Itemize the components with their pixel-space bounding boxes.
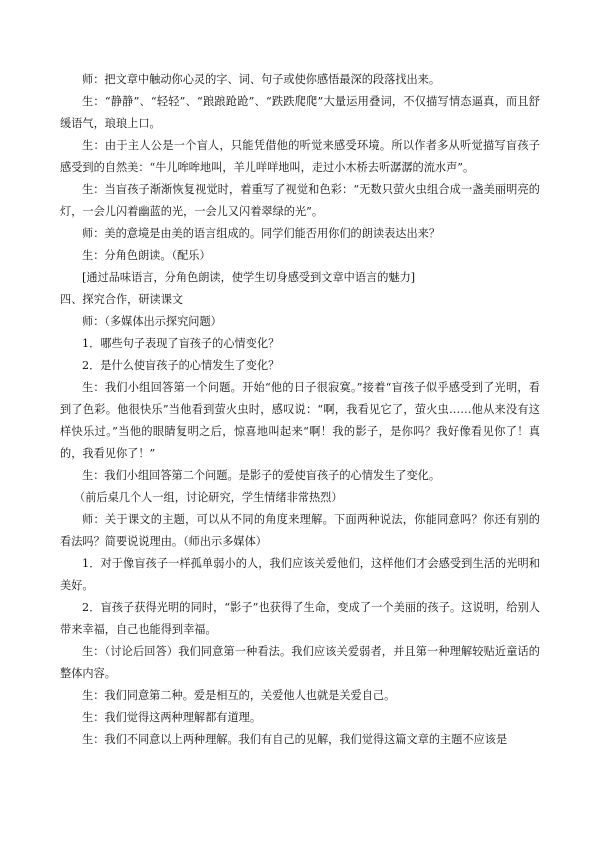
theme-view-1: 1．对于像盲孩子一样孤单弱小的人，我们应该关爱他们，这样他们才会感受到生活的光明和美好。: [60, 557, 540, 592]
document-body: [60, 69, 540, 751]
classroom-note-group-discussion: （前后桌几个人一组，讨论研究，学生情绪非常热烈）: [74, 491, 343, 504]
question-item-2: 2．是什么使盲孩子的心情发生了变化？: [82, 359, 280, 372]
design-note-language-charm: [通过品味语言，分角色朗读，使学生切身感受到文章中语言的魅力]: [82, 271, 416, 284]
student-agree-first-view: 生：（讨论后回答）我们同意第一种看法。我们应该关爱弱者，并且第一种理解较贴近童话的整体内容。: [60, 645, 540, 680]
student-line-hearing-description: 生：由于主人公是一个盲人，只能凭借他的听觉来感受环境。所以作者多从听觉描写盲孩子感受到的自然美：“牛儿哞哞地叫，羊儿咩咩地叫，走过小木桥去听潺潺的流水声”。: [60, 139, 540, 174]
question-item-1: 1．哪些句子表现了盲孩子的心情变化？: [82, 337, 280, 350]
teacher-line-show-questions: 师：（多媒体出示探究问题）: [82, 315, 222, 328]
teacher-line-read-aloud: 师：美的意境是由美的语言组成的。同学们能否用你们的朗读表达出来？: [82, 227, 441, 240]
student-disagree-both-views: 生：我们不同意以上两种理解。我们有自己的见解，我们觉得这篇文章的主题不应该是: [82, 733, 508, 746]
teacher-line-find-touching-text: 师：把文章中触动你心灵的字、词、句子或使你感悟最深的段落找出来。: [82, 73, 441, 86]
student-line-vision-and-color: 生：当盲孩子渐渐恢复视觉时，着重写了视觉和色彩：“无数只萤火虫组合成一盏美丽明亮的灯，一会儿闪着幽蓝的光，一会儿又闪着翠绿的光”。: [60, 183, 540, 218]
student-answer-question-1: 生：我们小组回答第一个问题。开始“他的日子很寂寞。”接着“盲孩子似乎感受到了光明，看到了色彩。他很快乐”当他看到萤火虫时，感叹说：“啊，我看见它了，萤火虫……他从来没有这样快乐过。”当他的眼睛复明之后，惊喜地叫起来“啊！我的影子，是你吗？我好像看见你了！真的，我看见你了！”: [60, 381, 540, 460]
theme-view-2: 2．盲孩子获得光明的同时，“影子”也获得了生命，变成了一个美丽的孩子。这说明，给别人带来幸福，自己也能得到幸福。: [60, 601, 540, 636]
teacher-line-theme-discussion: 师：关于课文的主题，可以从不同的角度来理解。下面两种说法，你能同意吗？你还有别的看法吗？简要说说理由。（师出示多媒体）: [60, 513, 540, 548]
section-heading-explore-cooperate: 四、探究合作，研读课文: [60, 293, 184, 306]
student-line-role-reading: 生：分角色朗读。（配乐）: [82, 249, 211, 262]
student-line-reduplicated-words: 生：“静静”、“轻轻”、“踉踉跄跄”、“跌跌爬爬”大量运用叠词，不仅描写情态逼真，而且舒缓语气，琅琅上口。: [60, 95, 540, 130]
student-agree-second-view: 生：我们同意第二种。爱是相互的，关爱他人也就是关爱自己。: [82, 689, 396, 702]
student-both-views-reasonable: 生：我们觉得这两种理解都有道理。: [82, 711, 262, 724]
student-answer-question-2: 生：我们小组回答第二个问题。是影子的爱使盲孩子的心情发生了变化。: [82, 469, 441, 482]
